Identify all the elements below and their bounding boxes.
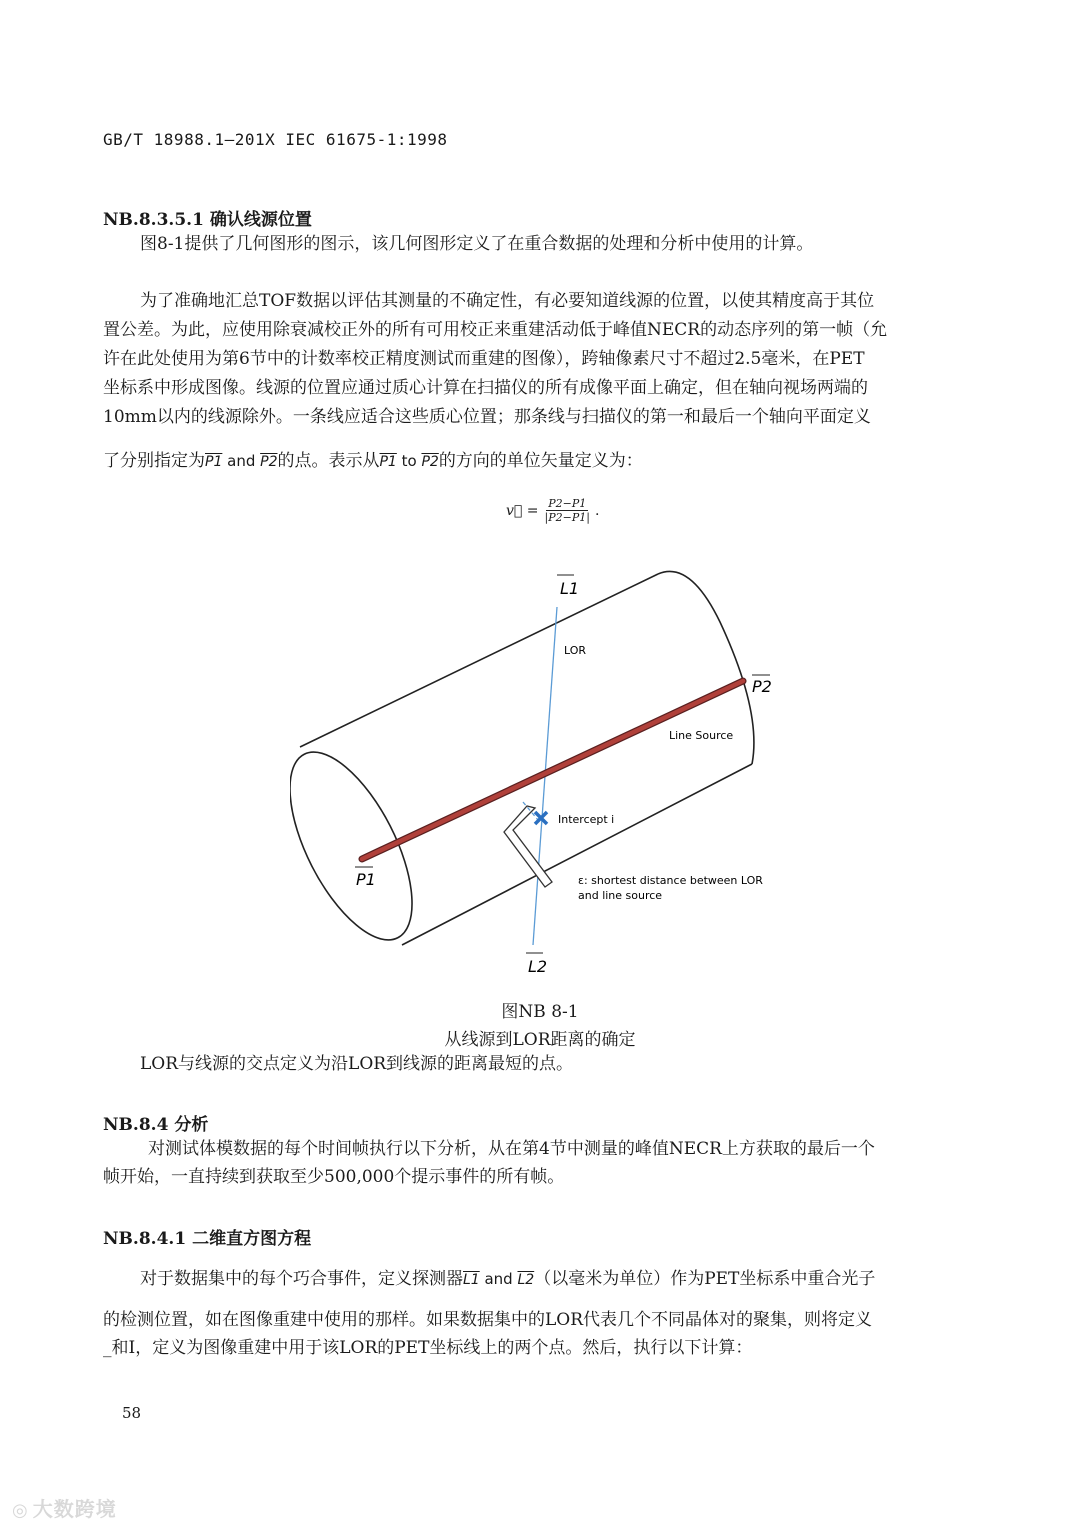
vector-l1-symbol: L1 bbox=[463, 1272, 480, 1288]
cylinder-left-end bbox=[290, 734, 437, 957]
label-p1: P1 bbox=[356, 870, 376, 889]
formula-period: . bbox=[594, 502, 600, 519]
cylinder-top-edge bbox=[300, 574, 658, 747]
vector-p2-symbol-b: P2 bbox=[421, 454, 439, 470]
label-line-source: Line Source bbox=[669, 729, 734, 742]
formula-fraction bbox=[543, 497, 592, 524]
formula-denominator: |P2−P1| bbox=[544, 511, 590, 524]
to-word: to bbox=[396, 452, 422, 470]
figure-caption-number: 图NB 8-1 bbox=[501, 1002, 579, 1022]
label-lor: LOR bbox=[564, 644, 587, 657]
text-mid: 的点。表示从 bbox=[277, 451, 380, 471]
paragraph-line-4: 坐标系中形成图像。线源的位置应通过质心计算在扫描仪的所有成像平面上确定，但在轴向视场两端的 bbox=[103, 378, 868, 398]
figure-caption-title: 从线源到LOR距离的确定 bbox=[444, 1030, 636, 1050]
watermark-logo-icon: ◎ bbox=[12, 1500, 29, 1521]
paragraph-line-6 bbox=[103, 447, 643, 477]
vector-l2-symbol: L2 bbox=[517, 1272, 535, 1288]
vector-p1-symbol: P1 bbox=[205, 454, 223, 470]
figure-line-source-diagram bbox=[290, 562, 790, 992]
vector-p2-symbol: P2 bbox=[260, 454, 278, 470]
standard-identifier: GB/T 18988.1—201X IEC 61675-1:1998 bbox=[103, 130, 448, 149]
paragraph-line-3: 许在此处使用为第6节中的计数率校正精度测试而重建的图像），跨轴像素尺寸不超过2.5毫米，在PET bbox=[103, 349, 865, 369]
label-shortest-1: ε: shortest distance between LOR bbox=[578, 874, 763, 887]
section-heading-nb84: NB.8.4 分析 bbox=[103, 1115, 209, 1135]
formula-numerator: P2−P1 bbox=[548, 497, 587, 510]
paragraph-line-2: 置公差。为此，应使用除衰减校正外的所有可用校正来重建活动低于峰值NECR的动态序列的第一帧（允 bbox=[103, 320, 888, 340]
line-source bbox=[362, 681, 743, 859]
paragraph-line-5: 10mm以内的线源除外。一条线应适合这些质心位置；那条线与扫描仪的第一和最后一个轴向平面定义 bbox=[103, 407, 871, 427]
analysis-paragraph-line-1: 对测试体模数据的每个时间帧执行以下分析，从在第4节中测量的峰值NECR上方获取的最后一个 bbox=[148, 1139, 875, 1159]
and-word-2: and bbox=[479, 1270, 518, 1288]
histogram-paragraph-line-1 bbox=[140, 1265, 875, 1295]
vector-p1-symbol-b: P1 bbox=[379, 454, 397, 470]
cylinder-bottom-edge bbox=[402, 764, 752, 945]
watermark-text: 大数跨境 bbox=[32, 1497, 117, 1521]
formula-lhs: v⃗ = bbox=[506, 502, 539, 519]
shortest-distance-arrow bbox=[504, 806, 552, 887]
line1-prefix: 对于数据集中的每个巧合事件，定义探测器 bbox=[140, 1269, 463, 1289]
section-heading-nb841: NB.8.4.1 二维直方图方程 bbox=[103, 1229, 312, 1249]
watermark bbox=[12, 1493, 117, 1522]
label-l2: L2 bbox=[528, 957, 548, 976]
paragraph-line-1: 为了准确地汇总TOF数据以评估其测量的不确定性，有必要知道线源的位置，以使其精度高于其位 bbox=[140, 291, 875, 311]
label-p2: P2 bbox=[752, 677, 772, 696]
and-word: and bbox=[222, 452, 261, 470]
text-prefix: 了分别指定为 bbox=[103, 451, 205, 471]
paragraph-figure-intro: 图8-1提供了几何图形的图示，该几何图形定义了在重合数据的处理和分析中使用的计算。 bbox=[140, 234, 814, 254]
histogram-paragraph-line-2: 的检测位置，如在图像重建中使用的那样。如果数据集中的LOR代表几个不同晶体对的聚集，则将定义 bbox=[103, 1310, 873, 1330]
histogram-paragraph-line-3: _和I，定义为图像重建中用于该LOR的PET坐标线上的两个点。然后，执行以下计算： bbox=[103, 1338, 753, 1358]
section-heading-nb8351: NB.8.3.5.1 确认线源位置 bbox=[103, 210, 312, 230]
label-intercept: Intercept i bbox=[558, 813, 615, 826]
figure-note: LOR与线源的交点定义为沿LOR到线源的距离最短的点。 bbox=[140, 1054, 574, 1074]
label-l1: L1 bbox=[560, 579, 580, 598]
label-shortest-2: and line source bbox=[578, 889, 663, 902]
line1-suffix: （以毫米为单位）作为PET坐标系中重合光子 bbox=[534, 1269, 876, 1289]
analysis-paragraph-line-2: 帧开始，一直持续到获取至少500,000个提示事件的所有帧。 bbox=[103, 1167, 565, 1187]
unit-vector-formula bbox=[506, 497, 599, 524]
text-suffix: 的方向的单位矢量定义为： bbox=[438, 451, 643, 471]
page-number: 58 bbox=[122, 1404, 142, 1422]
